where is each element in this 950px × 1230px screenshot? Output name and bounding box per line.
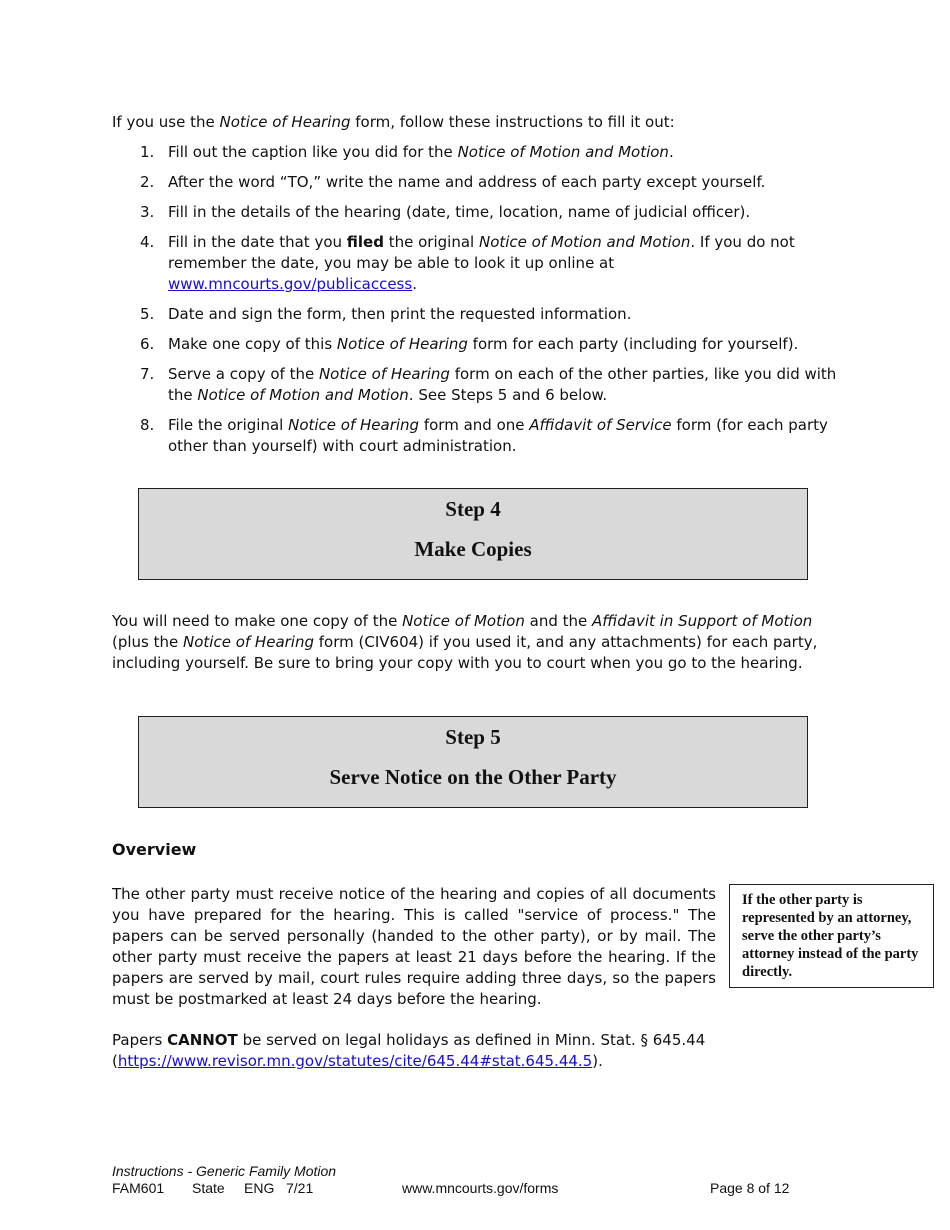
list-item: 2. After the word “TO,” write the name and address of each party except yourself.: [140, 173, 766, 191]
instructions-list: [112, 142, 837, 466]
list-item: 6. Make one copy of this Notice of Hearing form for each party (including for yourself).: [140, 335, 799, 353]
revisor-statute-link[interactable]: https://www.revisor.mn.gov/statutes/cite/645.44#stat.645.44.5: [117, 1052, 593, 1070]
footer-language: ENG: [244, 1180, 275, 1196]
footer-page-number: Page 8 of 12: [710, 1180, 790, 1196]
page-footer: [112, 1163, 812, 1197]
list-item: 7. Serve a copy of the Notice of Hearing form on each of the other parties, like you did with the Notice of Motion and Motion. See Steps 5 and 6 below.: [140, 365, 837, 404]
list-item: 4. Fill in the date that you filed the original Notice of Motion and Motion. If you do not remember the date, you may be able to look it up online at www.mncourts.gov/publicaccess.: [140, 233, 795, 293]
step-5-title: Serve Notice on the Other Party: [329, 765, 617, 789]
overview-heading: Overview: [112, 840, 197, 859]
list-item: 1. Fill out the caption like you did for the Notice of Motion and Motion.: [140, 143, 674, 161]
footer-website: www.mncourts.gov/forms: [402, 1180, 559, 1196]
list-item: 3. Fill in the details of the hearing (date, time, location, name of judicial officer).: [140, 203, 751, 221]
footer-title: Instructions - Generic Family Motion: [112, 1163, 337, 1179]
step-4-box: [138, 488, 808, 580]
step-5-box: [138, 716, 808, 808]
list-item: 8. File the original Notice of Hearing form and one Affidavit of Service form (for each party other than yourself) with court administration.: [140, 416, 828, 455]
list-item: 5. Date and sign the form, then print the requested information.: [140, 305, 632, 323]
step-5-number: Step 5: [445, 725, 501, 749]
footer-date: 7/21: [286, 1180, 314, 1196]
step-4-number: Step 4: [445, 497, 501, 521]
overview-paragraph: The other party must receive notice of the hearing and copies of all documents you have prepared for the hearing. This is called "service of process." The papers can be served personally (handed to the other party), or by mail. The other party must receive the papers at least 21 days before the hearing. If the papers are served by mail, court rules require adding three days, so the papers must be postmarked at least 24 days before the hearing.: [112, 885, 716, 1008]
public-access-link[interactable]: www.mncourts.gov/publicaccess: [168, 275, 413, 293]
make-copies-paragraph: You will need to make one copy of the Notice of Motion and the Affidavit in Support of Motion (plus the Notice of Hearing form (CIV604) if you used it, and any attachments) for each party, including yourself. Be sure to bring your copy with you to court when you go to the hearing.: [112, 612, 818, 672]
intro-text: If you use the Notice of Hearing form, follow these instructions to fill it out:: [112, 113, 675, 131]
footer-state: State: [192, 1180, 225, 1196]
legal-holidays-paragraph: Papers CANNOT be served on legal holidays as defined in Minn. Stat. § 645.44 (https://www.revisor.mn.gov/statutes/cite/645.44#stat.645.44.5).: [112, 1031, 706, 1070]
step-4-title: Make Copies: [414, 537, 532, 561]
footer-form-code: FAM601: [112, 1180, 165, 1196]
attorney-note-box: If the other party is represented by an attorney, serve the other party’s attorney instead of the party directly.: [729, 884, 934, 988]
